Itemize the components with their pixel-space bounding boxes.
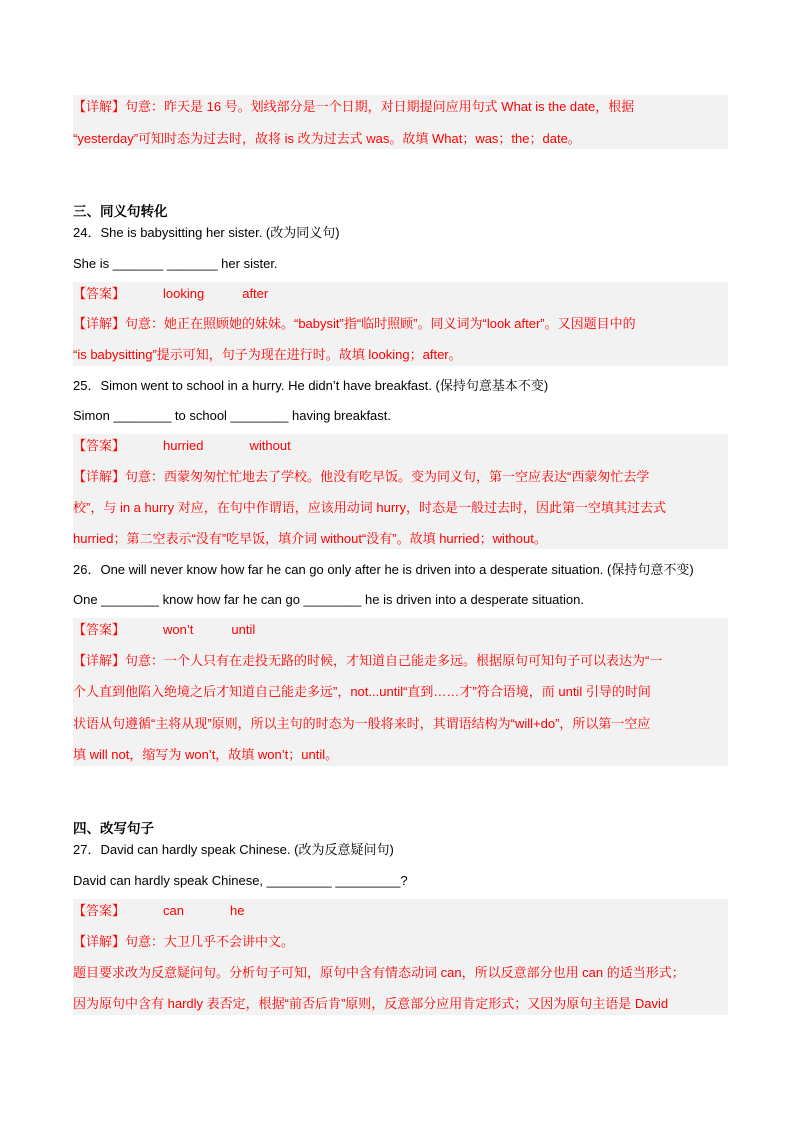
question-24: 24．She is babysitting her sister. (改为同义句) — [73, 225, 340, 240]
answer-24 — [73, 285, 728, 303]
explanation-line: 因为原句中含有 hardly 表否定，根据“前否后肯”原则，反意部分应用肯定形式；又因为原句主语是 David — [73, 996, 669, 1011]
explanation-line: 题目要求改为反意疑问句。分析句子可知，原句中含有情态动词 can，所以反意部分也用 can 的适当形式； — [73, 965, 685, 980]
explanation-line: “is babysitting”提示可知，句子为现在进行时。故填 looking；after。 — [73, 347, 462, 362]
answer-label: 【答案】 — [73, 438, 126, 453]
answer-label: 【答案】 — [73, 903, 126, 918]
answer-value: without — [249, 438, 291, 453]
answer-label: 【答案】 — [73, 286, 126, 301]
section-title: 四、改写句子 — [73, 821, 154, 836]
answer-26 — [73, 621, 728, 639]
question-27: 27．David can hardly speak Chinese. (改为反意疑问句) — [73, 842, 394, 857]
answer-25 — [73, 437, 728, 455]
fill-blank-27: David can hardly speak Chinese, _________ _________? — [73, 873, 408, 888]
explanation-line: “yesterday”可知时态为过去时，故将 is 改为过去式 was。故填 What；was；the；date。 — [73, 131, 581, 146]
explanation-line: 【详解】句意：西蒙匆匆忙忙地去了学校。他没有吃早饭。变为同义句，第一空应表达“西蒙匆忙去学 — [73, 469, 650, 484]
explanation-line: 状语从句遵循“主将从现”原则，所以主句的时态为一般将来时，其谓语结构为“will+do”，所以第一空应 — [73, 716, 651, 731]
answer-value: after — [242, 286, 269, 301]
explanation-line: 【详解】句意：一个人只有在走投无路的时候，才知道自己能走多远。根据原句可知句子可以表达为“一 — [73, 653, 663, 668]
answer-value: he — [229, 903, 245, 918]
explanation-line: 【详解】句意：昨天是 16 号。划线部分是一个日期，对日期提问应用句式 What is the date，根据 — [73, 99, 635, 114]
explanation-line: 校”，与 in a hurry 对应，在句中作谓语，应该用动词 hurry，时态是一般过去时，因此第一空填其过去式 — [73, 500, 666, 515]
answer-value: until — [231, 622, 256, 637]
answer-value: won’t — [163, 622, 194, 637]
answer-value: hurried — [163, 438, 204, 453]
fill-blank-26: One ________ know how far he can go ________ he is driven into a desperate situation. — [73, 592, 584, 607]
answer-value: can — [163, 903, 184, 918]
explanation-line: 填 will not，缩写为 won’t，故填 won’t；until。 — [73, 747, 339, 762]
explanation-line: hurried；第二空表示“没有”吃早饭，填介词 without“没有”。故填 hurried；without。 — [73, 531, 547, 546]
answer-value: looking — [163, 286, 205, 301]
explanation-line: 【详解】句意：她正在照顾她的妹妹。“babysit”指“临时照顾”。同义词为“look after”。又因题目中的 — [73, 316, 636, 331]
question-25: 25．Simon went to school in a hurry. He didn’t have breakfast. (保持句意基本不变) — [73, 378, 549, 393]
section-title: 三、同义句转化 — [73, 204, 168, 219]
fill-blank-24: She is _______ _______ her sister. — [73, 256, 278, 271]
explanation-line: 个人直到他陷入绝境之后才知道自己能走多远”，not...until“直到……才”符合语境，而 until 引导的时间 — [73, 684, 651, 699]
answer-27 — [73, 902, 728, 920]
fill-blank-25: Simon ________ to school ________ having breakfast. — [73, 408, 392, 423]
question-26: 26．One will never know how far he can go only after he is driven into a desperate situation. (保持句意不变) — [73, 562, 694, 577]
explanation-line: 【详解】句意：大卫几乎不会讲中文。 — [73, 934, 295, 949]
answer-label: 【答案】 — [73, 622, 126, 637]
